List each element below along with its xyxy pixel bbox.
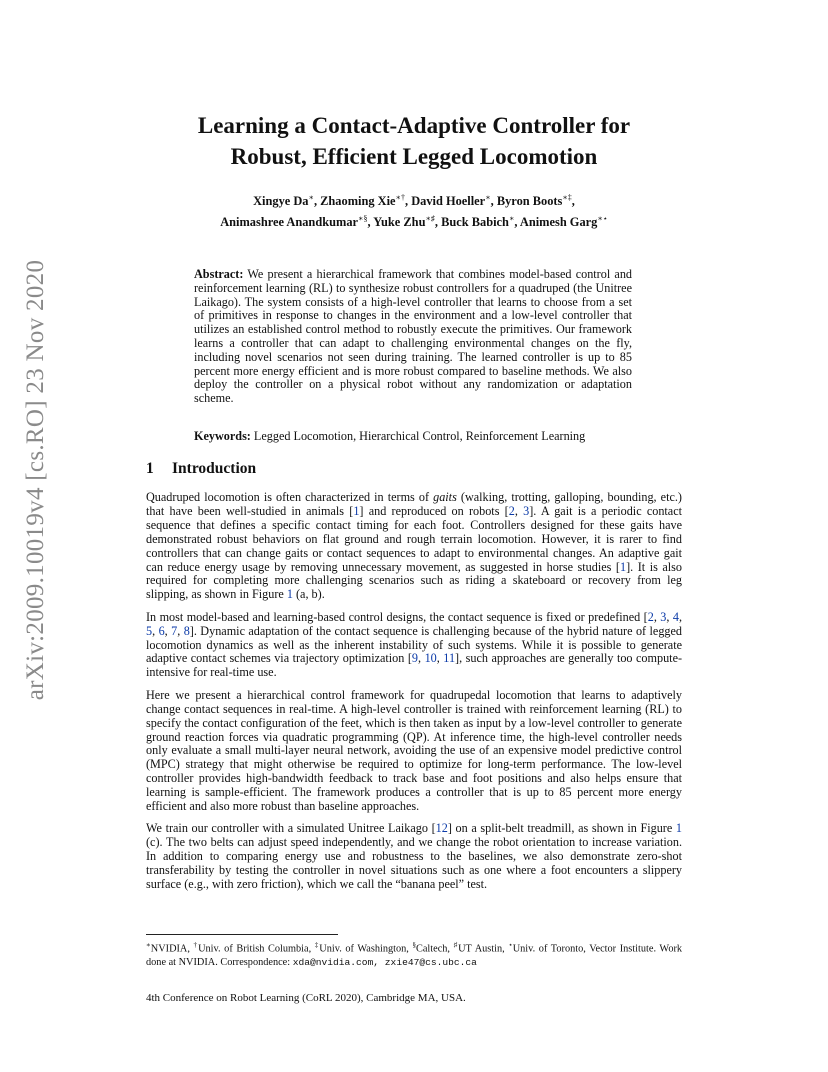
affiliation-mark: ∗♯ [425,214,435,224]
affiliation-mark: ∗ [485,193,491,202]
paper-title-line-1: Learning a Contact-Adaptive Controller for [197,113,631,138]
introduction-body [146,491,682,900]
citation-link[interactable]: 8 [183,623,190,638]
section-heading-introduction [146,459,646,479]
affiliation-mark: ∗§ [358,214,368,224]
citation-link[interactable]: 7 [171,623,178,638]
author-line-1: Xingye Da∗, Zhaoming Xie∗†, David Hoeller∗, Byron Boots∗‡, [253,193,575,209]
affiliation-mark: ⋆ [508,941,513,949]
section-title: Introduction [172,460,257,477]
text-run: Univ. of Toronto, Vector Institute. Work done at NVIDIA. Correspondence: [146,943,683,969]
citation-link[interactable]: 2 [508,503,515,518]
text-run: ]. Dynamic adaptation of the contact sequence is challenging because of the hybrid nature of legged locomotion dynamics as well as the inherent instability of such systems. While it is possible to generate adaptive contact schemes via trajectory optimization [ [146,623,683,666]
text-run: , [514,503,524,518]
author-name: Xingye Da [253,194,309,209]
text-run: We train our controller with a simulated Unitree Laikago [ [146,821,436,836]
author-name: Yuke Zhu [373,215,426,230]
arxiv-identifier-text: arXiv:2009.10019v4 [cs.RO] 23 Nov 2020 [22,259,49,701]
text-run: Quadruped locomotion is often characterized in terms of [146,490,434,504]
citation-link[interactable]: 3 [660,609,667,624]
text-run: (walking, trotting, galloping, bounding, etc.) that have been well-studied in animals [ [146,490,682,518]
text-run: , [177,623,184,638]
author-name: Animashree Anandkumar [220,215,359,230]
keywords [194,429,634,444]
affiliation-mark: § [412,941,416,949]
author-name: Byron Boots [496,194,563,209]
citation-link[interactable]: 4 [672,609,679,624]
footnote-rule [146,934,338,935]
citation-link[interactable]: 3 [523,503,530,518]
affiliation-mark: ∗ [308,193,314,202]
section-number: 1 [146,460,154,477]
text-run: (c). The two belts can adjust speed independently, and we change the robot orientation to increase variation. In addition to comparing energy use and robustness to the baselines, we also demonstrate zero-shot transferability by testing the controller in novel situations such as one where a foot encounters a slippery surface (e.g., with zero friction), which we call the “banana peel” test. [146,835,682,892]
paragraph [146,611,682,681]
author-name: Zhaoming Xie [320,194,396,209]
text-run: , [678,609,682,624]
citation-link[interactable]: 2 [647,609,654,624]
citation-link[interactable]: 11 [443,651,456,666]
citation-link[interactable]: 9 [411,651,419,666]
text-run: Univ. of British Columbia, [198,943,315,955]
affiliation-mark: † [193,941,199,949]
citation-link[interactable]: 1 [675,821,682,836]
affiliation-footnote [146,939,682,970]
paragraph [146,491,682,602]
correspondence-emails: xda@nvidia.com, zxie47@cs.ubc.ca [292,957,477,969]
citation-link[interactable]: 1 [620,559,627,574]
text-run: , [436,651,444,666]
author-list [100,189,728,231]
text-run: UT Austin, [458,943,509,955]
text-run: NVIDIA, [150,943,194,955]
abstract-label: Abstract: [194,267,244,281]
text-run: Here we present a hierarchical control framework for quadrupedal locomotion that learns to adaptively change contact sequences in real-time. A high-level controller is trained with reinforcement learning (RL) to specify the contact configuration of the feet, which is then taken as input by a low-level controller to generate ground reaction forces via quadratic programming (QP). At inference time, the high-level controller needs only evaluate a small multi-layer neural network, avoiding the use of an expensive model predictive control (MPC) strategy that might otherwise be required to optimize for long-term performance. The low-level controller provides high-bandwidth feedback to track base and foot positions and also helps ensure that learning is sample-efficient. The framework produces a controller that is up to 85 percent more energy efficient and also more robust than baseline approaches. [146,687,682,814]
venue-note: 4th Conference on Robot Learning (CoRL 2020), Cambridge MA, USA. [146,992,466,1004]
text-run: Univ. of Washington, [319,943,413,955]
text-run: In most model-based and learning-based control designs, the contact sequence is fixed or predefined [ [146,609,648,624]
abstract [194,268,632,406]
keywords-text: Legged Locomotion, Hierarchical Control, Reinforcement Learning [253,429,586,443]
keywords-label: Keywords: [194,429,251,443]
paragraph [146,822,682,892]
citation-link[interactable]: 1 [286,587,293,602]
arxiv-identifier [21,259,51,701]
citation-link[interactable]: 6 [158,623,165,638]
text-run: ] and reproduced on robots [ [359,503,509,518]
affiliation-mark: ‡ [314,941,320,949]
abstract-text: We present a hierarchical framework that combines model-based control and reinforcement learning (RL) to synthesize robust controllers for a quadruped (the Unitree Laikago). The system consists of a high-level controller that learns to choose from a set of primitives in response to changes in the environment and a low-level controller that utilizes an established control method to robustly execute the primitives. Our framework learns a controller that can adapt to challenging environmental changes on the fly, including novel scenarios not seen during training. The learned controller is up to 85 percent more energy efficient and is more robust compared to baseline methods. We also deploy the controller on a physical robot without any randomization or adaptation scheme. [194,267,633,406]
paragraph [146,689,682,814]
text-run: , [666,609,673,624]
text-run: (a, b). [292,587,325,602]
citation-link[interactable]: 5 [146,623,153,638]
text-run: , [164,623,172,638]
paper-title-line-2: Robust, Efficient Legged Locomotion [230,144,598,169]
paper-title [100,110,728,172]
text-run: ], such approaches are generally too compute-intensive for real-time use. [146,651,683,680]
text-run: ]. It is also required for completing more challenging scenarios such as riding a skateboard or recovery from leg slipping, as shown in Figure [146,559,683,602]
text-run: , [653,609,661,624]
text-run: , [418,651,425,666]
emphasis: gaits [433,490,457,504]
affiliation-mark: ∗‡ [562,193,572,202]
author-name: David Hoeller [411,194,486,209]
affiliation-mark: ∗† [395,193,405,202]
text-run: ]. A gait is a periodic contact sequence that defines a specific contact timing for each foot. Controllers designed for these gaits have demonstrated robust behaviors on flat ground and rough terrain locomotion. However, it is rarer to find controllers that can change gaits or contact sequences to adapt to environmental changes. An adaptive gait can reduce energy usage by removing unnecessary movement, as suggested in horse studies [ [146,503,683,574]
author-name: Buck Babich [441,215,509,230]
affiliation-mark: ♯ [453,941,459,949]
citation-link[interactable]: 10 [424,651,437,666]
text-run: ] on a split-belt treadmill, as shown in Figure [447,821,676,836]
affiliation-mark: ∗ [508,214,515,224]
author-name: Animesh Garg [519,215,598,230]
affiliation-mark: ∗ [146,941,151,949]
affiliation-mark: ∗⋆ [597,214,608,224]
citation-link[interactable]: 12 [435,821,448,836]
text-run: Caltech, [415,943,454,955]
author-line-2: Animashree Anandkumar∗§, Yuke Zhu∗♯, Buck Babich∗, Animesh Garg∗⋆ [220,214,608,230]
citation-link[interactable]: 1 [353,503,360,518]
text-run: , [152,623,159,638]
